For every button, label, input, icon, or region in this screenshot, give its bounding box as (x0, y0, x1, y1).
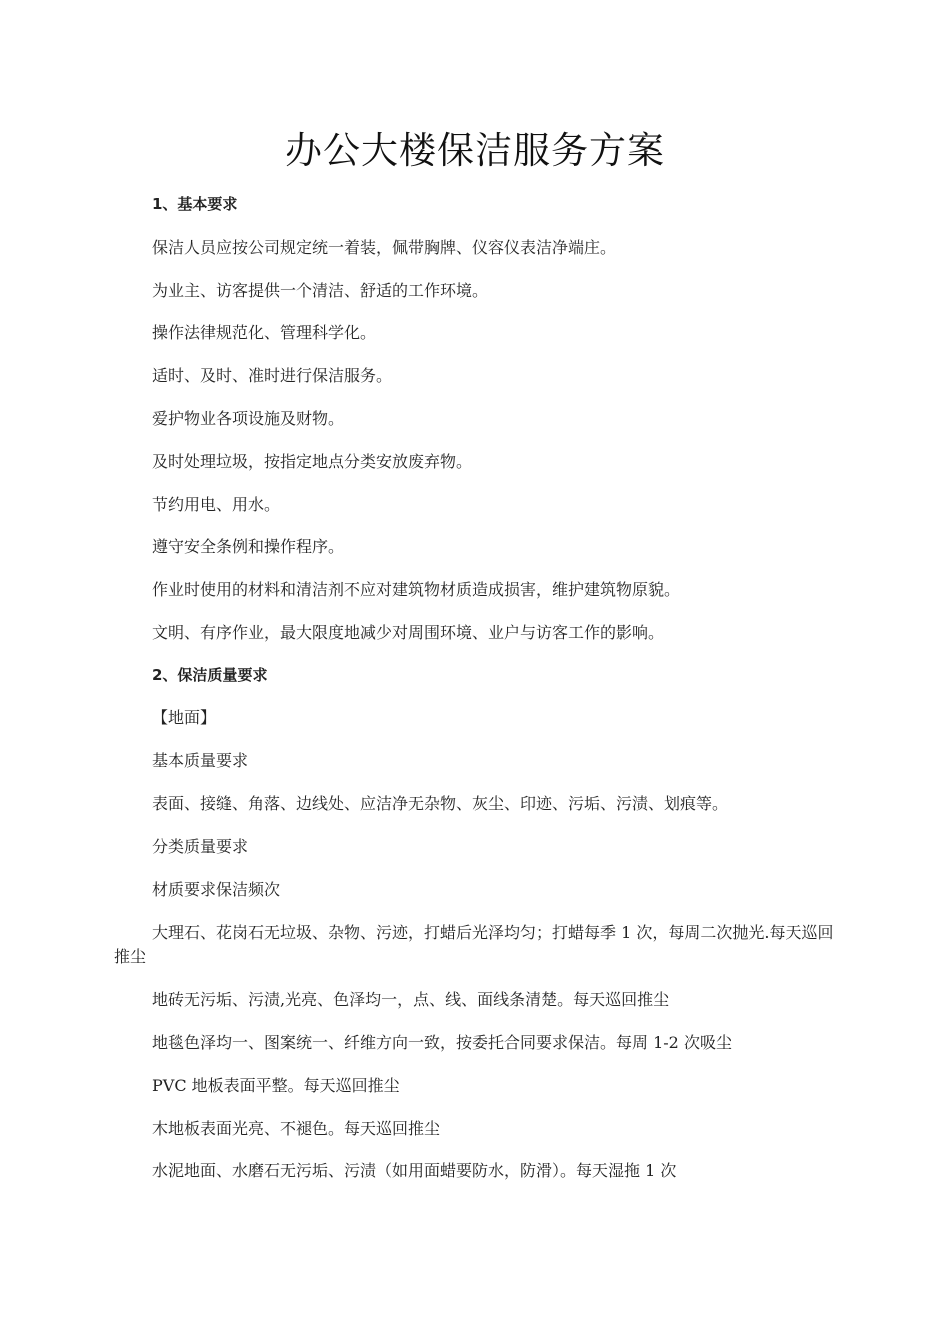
paragraph: 地砖无污垢、污渍,光亮、色泽均一，点、线、面线条清楚。每天巡回推尘 (152, 990, 670, 1009)
section-heading-quality-requirements: 2、保洁质量要求 (152, 666, 268, 684)
paragraph: 文明、有序作业，最大限度地减少对周围环境、业户与访客工作的影响。 (152, 623, 665, 642)
subsection-heading-floor: 【地面】 (152, 708, 217, 727)
paragraph: 材质要求保洁频次 (152, 880, 281, 899)
section-heading-basic-requirements: 1、基本要求 (152, 195, 238, 213)
paragraph: 表面、接缝、角落、边线处、应洁净无杂物、灰尘、印迹、污垢、污渍、划痕等。 (152, 794, 729, 813)
paragraph: 保洁人员应按公司规定统一着装，佩带胸牌、仪容仪表洁净端庄。 (152, 238, 617, 257)
paragraph: 地毯色泽均一、图案统一、纤维方向一致，按委托合同要求保洁。每周 1-2 次吸尘 (152, 1033, 732, 1052)
paragraph: 适时、及时、准时进行保洁服务。 (152, 366, 393, 385)
paragraph: 爱护物业各项设施及财物。 (152, 409, 345, 428)
paragraph: 操作法律规范化、管理科学化。 (152, 323, 377, 342)
paragraph: 分类质量要求 (152, 837, 249, 856)
paragraph: 作业时使用的材料和清洁剂不应对建筑物材质造成损害，维护建筑物原貌。 (152, 580, 681, 599)
paragraph: PVC 地板表面平整。每天巡回推尘 (152, 1076, 400, 1095)
document-title: 办公大楼保洁服务方案 (285, 129, 665, 172)
paragraph: 遵守安全条例和操作程序。 (152, 537, 345, 556)
paragraph: 为业主、访客提供一个清洁、舒适的工作环境。 (152, 281, 489, 300)
paragraph: 水泥地面、水磨石无污垢、污渍（如用面蜡要防水，防滑）。每天湿拖 1 次 (152, 1161, 677, 1180)
paragraph: 节约用电、用水。 (152, 495, 281, 514)
paragraph: 木地板表面光亮、不褪色。每天巡回推尘 (152, 1119, 441, 1138)
paragraph: 基本质量要求 (152, 751, 249, 770)
paragraph: 大理石、花岗石无垃圾、杂物、污迹，打蜡后光泽均匀；打蜡每季 1 次，每周二次抛光.每天巡回推尘 (114, 923, 834, 966)
paragraph: 及时处理垃圾，按指定地点分类安放废弃物。 (152, 452, 473, 471)
